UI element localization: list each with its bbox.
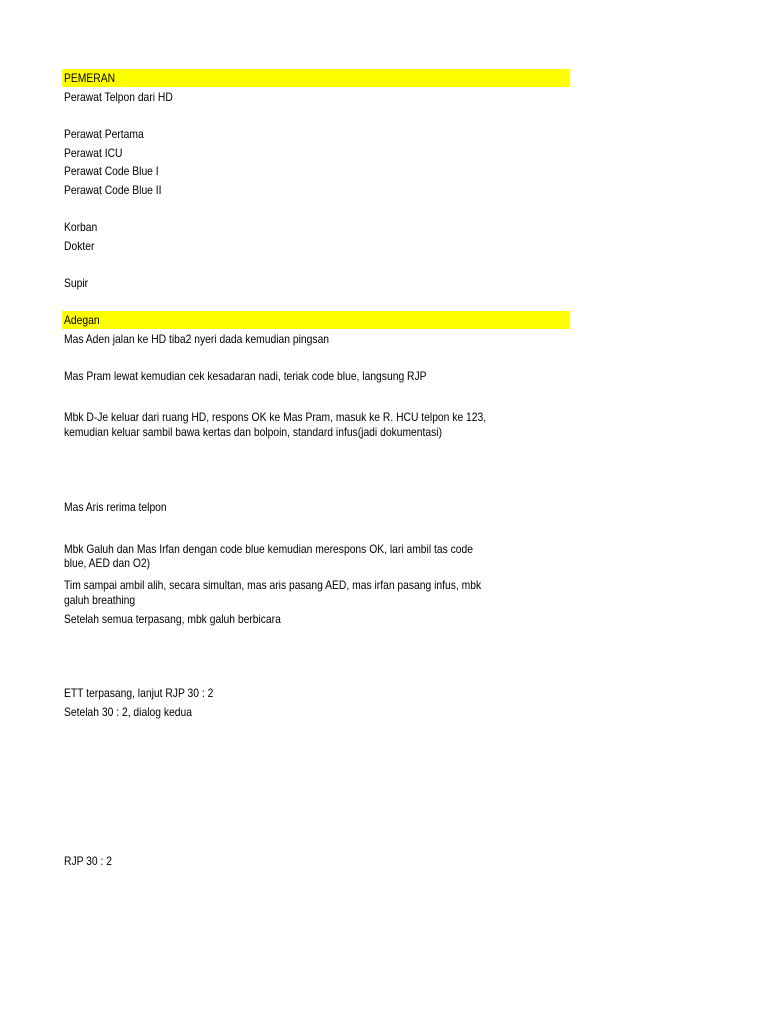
cast-item: Korban <box>64 220 98 234</box>
scene-line: kemudian keluar sambil bawa kertas dan bolpoin, standard infus(jadi dokumentasi) <box>64 425 443 439</box>
adegan-heading: Adegan <box>64 313 100 327</box>
cast-item: Perawat Telpon dari HD <box>64 90 173 104</box>
scene-line: Setelah semua terpasang, mbk galuh berbicara <box>64 612 281 626</box>
scene-line: Mbk D-Je keluar dari ruang HD, respons OK ke Mas Pram, masuk ke R. HCU telpon ke 123, <box>64 410 487 424</box>
scene-line: galuh breathing <box>64 593 136 607</box>
cast-item: Perawat ICU <box>64 146 123 160</box>
scene-line: Mas Aden jalan ke HD tiba2 nyeri dada kemudian pingsan <box>64 332 330 346</box>
cast-item: Perawat Code Blue I <box>64 164 159 178</box>
scene-line: Mas Pram lewat kemudian cek kesadaran nadi, teriak code blue, langsung RJP <box>64 369 427 383</box>
cast-item: Supir <box>64 276 89 290</box>
scene-line: Setelah 30 : 2, dialog kedua <box>64 705 192 719</box>
scene-line: RJP 30 : 2 <box>64 854 112 868</box>
scene-line: ETT terpasang, lanjut RJP 30 : 2 <box>64 686 214 700</box>
scene-line: Mbk Galuh dan Mas Irfan dengan code blue kemudian merespons OK, lari ambil tas code <box>64 542 474 556</box>
cast-item: Dokter <box>64 239 95 253</box>
cast-item: Perawat Pertama <box>64 127 144 141</box>
pemeran-heading: PEMERAN <box>64 71 116 85</box>
cast-item: Perawat Code Blue II <box>64 183 162 197</box>
scene-line: Mas Aris rerima telpon <box>64 500 167 514</box>
scene-line: Tim sampai ambil alih, secara simultan, mas aris pasang AED, mas irfan pasang infus, mbk <box>64 578 482 592</box>
scene-line: blue, AED dan O2) <box>64 556 151 570</box>
